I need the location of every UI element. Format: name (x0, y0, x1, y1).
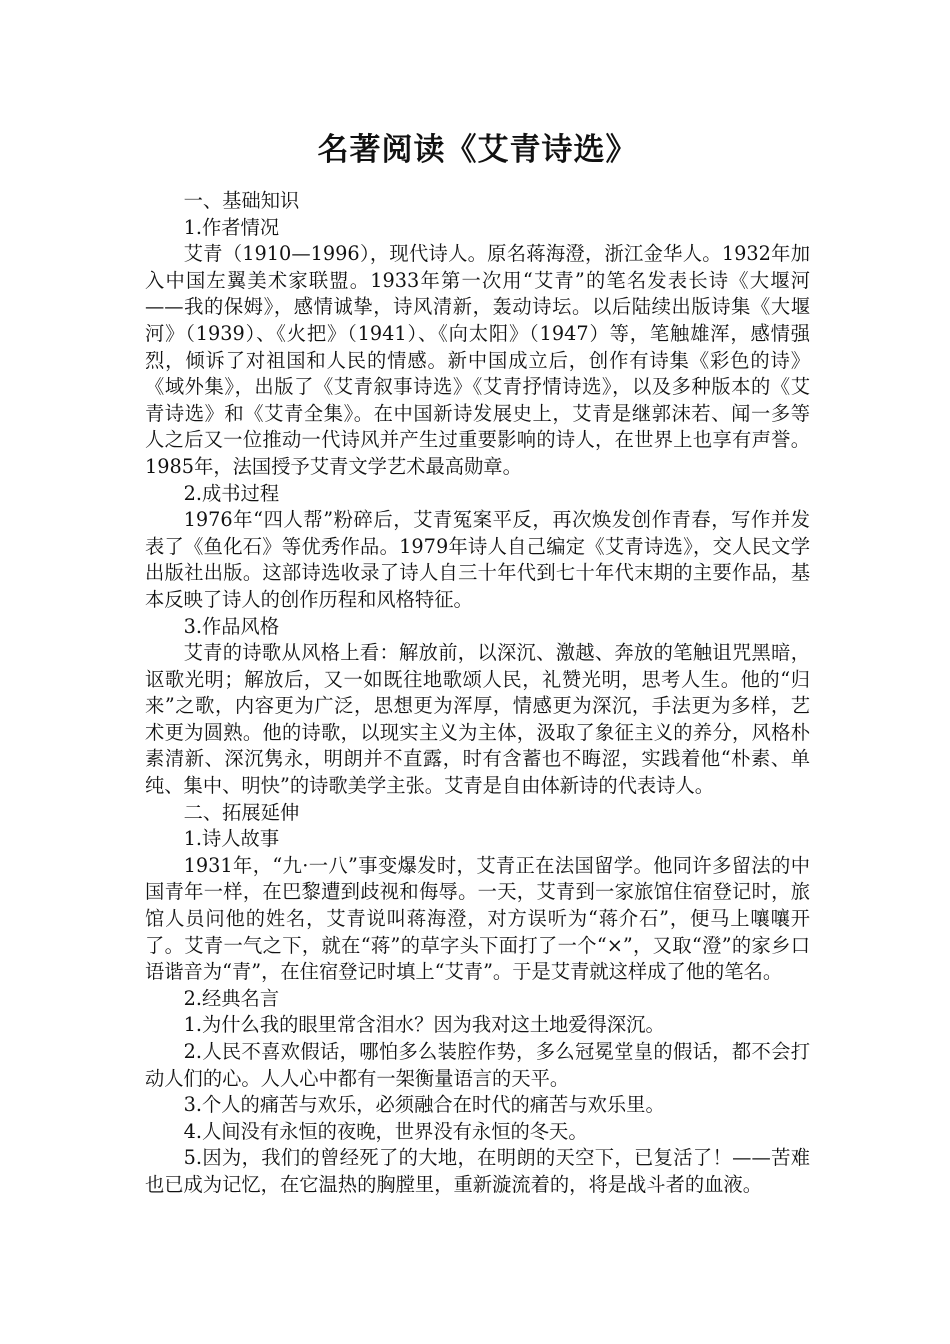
paragraph-style: 艾青的诗歌从风格上看：解放前，以深沉、激越、奔放的笔触诅咒黑暗，讴歌光明；解放后，又一如既往地歌颂人民，礼赞光明，思考人生。他的“归来”之歌，内容更为广泛，思想更为浑厚，情感更为深沉，手法更为多样，艺术更为圆熟。他的诗歌，以现实主义为主体，汲取了象征主义的养分，风格朴素清新、深沉隽永，明朗并不直露，时有含蓄也不晦涩，实践着他“朴素、单纯、集中、明快”的诗歌美学主张。艾青是自由体新诗的代表诗人。 (145, 641, 810, 798)
paragraph-author: 艾青（1910—1996），现代诗人。原名蒋海澄，浙江金华人。1932年加入中国左翼美术家联盟。1933年第一次用“艾青”的笔名发表长诗《大堰河——我的保姆》，感情诚挚，诗风清新，轰动诗坛。以后陆续出版诗集《大堰河》（1939）、《火把》（1941）、《向太阳》（1947）等，笔触雄浑，感情强烈，倾诉了对祖国和人民的情感。新中国成立后，创作有诗集《彩色的诗》《域外集》，出版了《艾青叙事诗选》《艾青抒情诗选》，以及多种版本的《艾青诗选》和《艾青全集》。在中国新诗发展史上，艾青是继郭沫若、闻一多等人之后又一位推动一代诗风并产生过重要影响的诗人，在世界上也享有声誉。1985年，法国授予艾青文学艺术最高勋章。 (145, 242, 810, 478)
subheading-author: 1.作者情况 (183, 215, 280, 239)
section-heading-extension: 二、拓展延伸 (183, 800, 300, 824)
subheading-poet-story: 1.诗人故事 (183, 827, 280, 851)
subheading-quotes: 2.经典名言 (183, 986, 280, 1010)
document-title: 名著阅读《艾青诗选》 (317, 132, 638, 168)
section-heading-basics: 一、基础知识 (183, 189, 300, 212)
quote-item: 1.为什么我的眼里常含泪水？因为我对这土地爱得深沉。 (183, 1013, 665, 1037)
paragraph-poet-story: 1931年，“九·一八”事变爆发时，艾青正在法国留学。他同许多留法的中国青年一样，在巴黎遭到歧视和侮辱。一天，艾青到一家旅馆住宿登记时，旅馆人员问他的姓名，艾青说叫蒋海澄，对方误听为“蒋介石”，便马上嚷嚷开了。艾青一气之下，就在“蒋”的草字头下面打了一个“×”，又取“澄”的家乡口语谐音为“青”，在住宿登记时填上“艾青”。于是艾青就这样成了他的笔名。 (145, 853, 810, 984)
paragraph-writing-process: 1976年“四人帮”粉碎后，艾青冤案平反，再次焕发创作青春，写作并发表了《鱼化石》等优秀作品。1979年诗人自己编定《艾青诗选》，交人民文学出版社出版。这部诗选收录了诗人自三十年代到七十年代末期的主要作品，基本反映了诗人的创作历程和风格特征。 (145, 508, 810, 611)
subheading-writing-process: 2.成书过程 (183, 481, 280, 505)
quote-item: 2.人民不喜欢假话，哪怕多么装腔作势，多么冠冕堂皇的假话，都不会打动人们的心。人人心中都有一架衡量语言的天平。 (145, 1040, 810, 1090)
document-page (145, 128, 810, 1199)
quote-item: 4.人间没有永恒的夜晚，世界没有永恒的冬天。 (183, 1119, 588, 1143)
subheading-style: 3.作品风格 (183, 614, 280, 638)
quote-item: 3.个人的痛苦与欢乐，必须融合在时代的痛苦与欢乐里。 (183, 1093, 665, 1117)
quote-item: 5.因为，我们的曾经死了的大地，在明朗的天空下，已复活了！——苦难也已成为记忆，在它温热的胸膛里，重新漩流着的，将是战斗者的血液。 (145, 1146, 810, 1196)
